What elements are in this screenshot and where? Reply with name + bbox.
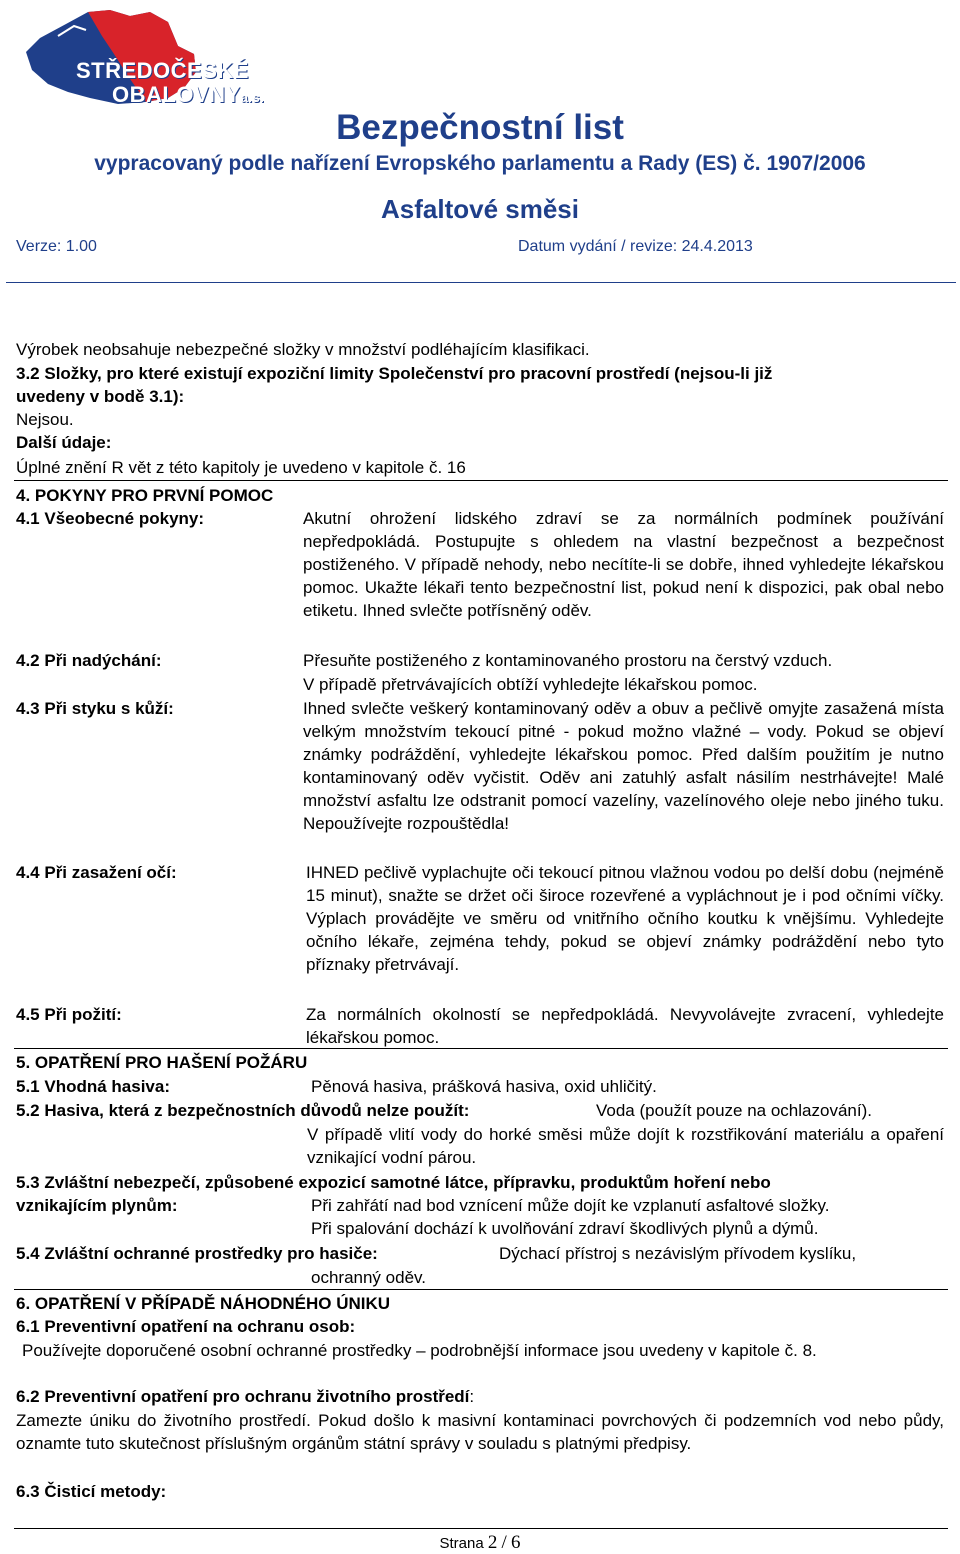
s5-1-text: Pěnová hasiva, prášková hasiva, oxid uhličitý.: [311, 1077, 657, 1096]
s4-1-label: 4.1 Všeobecné pokyny:: [16, 509, 205, 528]
s3-additional-text: Úplné znění R vět z této kapitoly je uvedeno v kapitole č. 16: [16, 458, 466, 477]
header-divider: [6, 282, 956, 283]
s3-2-heading-line2: uvedeny v bodě 3.1):: [16, 387, 185, 406]
logo-text-obalovny: OBALOVNY: [112, 82, 241, 107]
s5-2-label: 5.2 Hasiva, která z bezpečnostních důvodů nelze použít:: [16, 1101, 470, 1120]
footer-divider: [14, 1528, 948, 1529]
section-5-heading: 5. OPATŘENÍ PRO HAŠENÍ POŽÁRU: [16, 1053, 308, 1072]
s5-3-text-line1: Při zahřátí nad bod vznícení může dojít ke vzplanutí asfaltové složky.: [311, 1196, 830, 1215]
s6-3-label: 6.3 Čisticí metody:: [16, 1482, 167, 1501]
section-6-heading: 6. OPATŘENÍ V PŘÍPADĚ NÁHODNÉHO ÚNIKU: [16, 1294, 391, 1313]
s3-composition-note: Výrobek neobsahuje nebezpečné složky v množství podléhajícím klasifikaci.: [16, 340, 590, 359]
s6-2-label: [16, 1385, 474, 1408]
s4-4-label: 4.4 Při zasažení očí:: [16, 863, 177, 882]
s5-1-label: 5.1 Vhodná hasiva:: [16, 1077, 170, 1096]
s5-4-text-line2: ochranný oděv.: [311, 1268, 426, 1287]
s6-2-label-text: 6.2 Preventivní opatření pro ochranu životního prostředí: [16, 1387, 470, 1406]
s5-3-label-line1: 5.3 Zvláštní nebezpečí, způsobené expozicí samotné látce, přípravku, produktům hoření nebo: [16, 1173, 771, 1192]
s4-2-text-line1: Přesuňte postiženého z kontaminovaného prostoru na čerstvý vzduch.: [303, 651, 833, 670]
s6-2-text: Zamezte úniku do životního prostředí. Pokud došlo k masivní kontaminaci povrchových či podzemních vod nebo půdy, oznamte tuto skutečnost příslušným orgánům státní správy v souladu s platnými předpisy.: [16, 1411, 944, 1453]
s6-1-label: 6.1 Preventivní opatření na ochranu osob:: [16, 1317, 356, 1336]
logo-suffix: a.s.: [240, 90, 265, 105]
s4-2-text-line2: V případě přetrvávajících obtíží vyhledejte lékařskou pomoc.: [303, 675, 758, 694]
company-logo: [18, 6, 268, 111]
s4-4-text: IHNED pečlivě vyplachujte oči tekoucí pitnou vlažnou vodou po delší dobu (nejméně 15 minut), snažte se držet oči široce rozevřené a vypláchnout je i pod očními víčky. Výplach provádějte ve směru od vnitřního očního koutku k vnějšímu. Vyhledejte očního lékaře, zejména tehdy, pokud se objeví známky podráždění nebo tyto příznaky přetrvávají.: [306, 863, 944, 974]
page-label: Strana: [439, 1535, 484, 1552]
issue-date-label: Datum vydání / revize: 24.4.2013: [518, 238, 753, 255]
version-label: Verze: 1.00: [16, 238, 97, 255]
s4-1-text: Akutní ohrožení lidského zdraví se za normálních podmínek používání nepředpokládá. Postupujte s ohledem na vlastní bezpečnost a bezpečnost postiženého. V případě nehody, nebo necítíte-li se dobře, ihned vyhledejte lékařskou pomoc. Ukažte lékaři tento bezpečnostní list, pokud není k dispozici, pak obal nebo etiketu. Ihned svlečte potřísněný oděv.: [303, 509, 944, 620]
s5-4-text-line1: Dýchací přístroj s nezávislým přívodem kyslíku,: [499, 1244, 857, 1263]
s4-5-text: Za normálních okolností se nepředpokládá. Nevyvolávejte zvracení, vyhledejte lékařskou pomoc.: [306, 1005, 944, 1047]
s4-3-label: 4.3 Při styku s kůží:: [16, 699, 174, 718]
page-total: 6: [511, 1532, 521, 1553]
s5-4-label: 5.4 Zvláštní ochranné prostředky pro hasiče:: [16, 1244, 378, 1263]
s6-1-text: Používejte doporučené osobní ochranné prostředky – podrobnější informace jsou uvedeny v kapitole č. 8.: [22, 1341, 817, 1360]
s6-2-label-colon: :: [469, 1387, 475, 1406]
s5-3-text-line2: Při spalování dochází k uvolňování zdraví škodlivých plynů a dýmů.: [311, 1219, 819, 1238]
section-divider: [14, 1048, 948, 1049]
document-title: Bezpečnostní list: [336, 108, 624, 147]
page-number: 2: [487, 1532, 498, 1553]
logo-text-line1: STŘEDOČESKÉ: [76, 58, 249, 83]
s5-2-text-line1: Voda (použít pouze na ochlazování).: [596, 1101, 872, 1120]
logo-text-line2: [112, 82, 264, 108]
section-divider: [14, 480, 948, 481]
section-4-heading: 4. POKYNY PRO PRVNÍ POMOC: [16, 486, 274, 505]
s4-5-label: 4.5 Při požití:: [16, 1005, 122, 1024]
product-name: Asfaltové směsi: [381, 194, 579, 224]
s3-additional-heading: Další údaje:: [16, 433, 112, 452]
section-divider: [14, 1289, 948, 1290]
s4-2-label: 4.2 Při nadýchání:: [16, 651, 162, 670]
page-separator: /: [501, 1532, 507, 1553]
s4-3-text: Ihned svlečte veškerý kontaminovaný oděv a obuv a pečlivě omyjte zasažená místa velkým množstvím tekoucí pitné - pokud možno vlažné – vody. Pokud se objeví známky podráždění, vyhledejte lékařskou pomoc. Před dalším použitím je nutno kontaminovaný oděv vyčistit. Oděv ani zatuhlý asfalt násilím nestrhávejte! Malé množství asfaltu lze odstranit pomocí vazelíny, vazelínového oleje nebo jiného tuku. Nepoužívejte rozpouštědla!: [303, 699, 944, 833]
s5-2-text-line2: V případě vlití vody do horké směsi může dojít k rozstřikování materiálu a opaření vznikající vodní párou.: [307, 1125, 944, 1167]
s3-2-heading-line1: 3.2 Složky, pro které existují expoziční limity Společenství pro pracovní prostředí (nejsou-li již: [16, 364, 773, 383]
s3-2-value: Nejsou.: [16, 410, 74, 429]
s5-3-label-line2: vznikajícím plynům:: [16, 1196, 178, 1215]
document-subtitle: vypracovaný podle nařízení Evropského parlamentu a Rady (ES) č. 1907/2006: [94, 152, 866, 175]
